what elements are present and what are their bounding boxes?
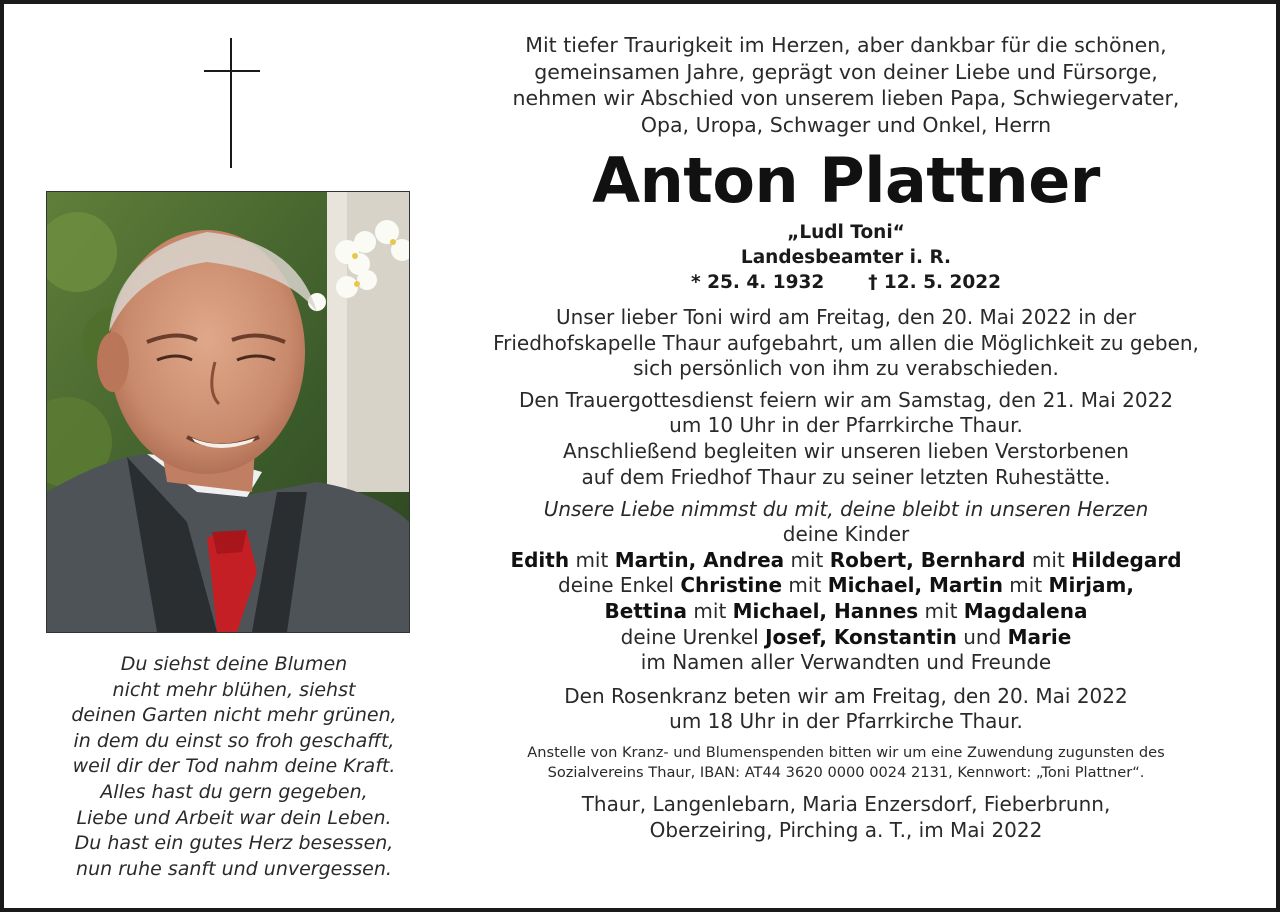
family-list — [480, 522, 1212, 676]
rosary-paragraph — [480, 684, 1212, 735]
places-line: Oberzeiring, Pirching a. T., im Mai 2022 — [649, 818, 1043, 843]
intro-line: gemeinsamen Jahre, geprägt von deiner Liebe und Fürsorge, — [534, 59, 1158, 84]
obituary-text — [480, 32, 1212, 844]
paragraph-line: auf dem Friedhof Thaur zu seiner letzten Ruhestätte. — [581, 464, 1111, 489]
job-title: Landesbeamter i. R. — [740, 247, 952, 268]
poem-line: deinen Garten nicht mehr grünen, — [71, 704, 397, 727]
paragraph-line: um 18 Uhr in der Pfarrkirche Thaur. — [669, 709, 1023, 734]
poem-line: in dem du einst so froh geschafft, — [73, 729, 395, 752]
poem-line: weil dir der Tod nahm deine Kraft. — [72, 755, 396, 778]
donation-line: Sozialvereins Thaur, IBAN: AT44 3620 0000 0024 2131, Kennwort: „Toni Plattner“. — [547, 763, 1145, 781]
urenkel-line: deine Urenkel Josef, Konstantin und Marie — [620, 624, 1072, 649]
family-closing: im Namen aller Verwandten und Freunde — [640, 650, 1052, 675]
paragraph-line: um 10 Uhr in der Pfarrkirche Thaur. — [669, 413, 1023, 438]
life-dates — [480, 270, 1212, 295]
poem-line: Liebe und Arbeit war dein Leben. — [76, 806, 392, 829]
intro-line: Mit tiefer Traurigkeit im Herzen, aber dankbar für die schönen, — [525, 33, 1167, 57]
donation-note — [480, 743, 1212, 783]
nickname: „Ludl Toni“ — [787, 222, 905, 243]
paragraph-line: Den Rosenkranz beten wir am Freitag, den 20. Mai 2022 — [564, 683, 1128, 708]
portrait-photo — [46, 191, 410, 633]
birth-date: * 25. 4. 1932 — [691, 272, 825, 293]
enkel-line-2: Bettina mit Michael, Hannes mit Magdalena — [604, 598, 1088, 623]
paragraph-line: Friedhofskapelle Thaur aufgebahrt, um allen die Möglichkeit zu geben, — [493, 330, 1199, 355]
donation-line: Anstelle von Kranz- und Blumenspenden bitten wir um eine Zuwendung zugunsten des — [527, 743, 1165, 761]
motto: Unsere Liebe nimmst du mit, deine bleibt in unseren Herzen — [543, 497, 1149, 522]
paragraph-line: Den Trauergottesdienst feiern wir am Samstag, den 21. Mai 2022 — [518, 387, 1174, 412]
places-and-date — [480, 791, 1212, 844]
poem-line: Alles hast du gern gegeben, — [100, 780, 368, 803]
paragraph-line: sich persönlich von ihm zu verabschieden. — [633, 356, 1059, 381]
poem-line: Du hast ein gutes Herz besessen, — [74, 832, 394, 855]
paragraph-line: Anschließend begleiten wir unseren lieben Verstorbenen — [563, 438, 1129, 463]
places-line: Thaur, Langenlebarn, Maria Enzersdorf, Fieberbrunn, — [581, 791, 1111, 816]
viewing-paragraph — [480, 305, 1212, 382]
poem-line: nun ruhe sanft und unvergessen. — [76, 857, 392, 880]
paragraph-line: Unser lieber Toni wird am Freitag, den 20. Mai 2022 in der — [555, 305, 1137, 329]
kinder-label: deine Kinder — [782, 522, 910, 547]
kinder-line: Edith mit Martin, Andrea mit Robert, Bernhard mit Hildegard — [510, 547, 1182, 572]
memorial-poem — [34, 652, 434, 882]
death-date: † 12. 5. 2022 — [868, 272, 1001, 293]
poem-line: Du siehst deine Blumen — [120, 653, 348, 675]
cross-icon — [204, 38, 260, 168]
intro-line: nehmen wir Abschied von unserem lieben Papa, Schwiegervater, — [512, 86, 1180, 110]
deceased-name: Anton Plattner — [592, 144, 1100, 217]
intro-text — [480, 32, 1212, 138]
intro-line: Opa, Uropa, Schwager und Onkel, Herrn — [640, 112, 1052, 137]
service-paragraph — [480, 388, 1212, 490]
poem-line: nicht mehr blühen, siehst — [112, 678, 356, 701]
enkel-line: deine Enkel Christine mit Michael, Martin mit Mirjam, — [558, 573, 1134, 598]
